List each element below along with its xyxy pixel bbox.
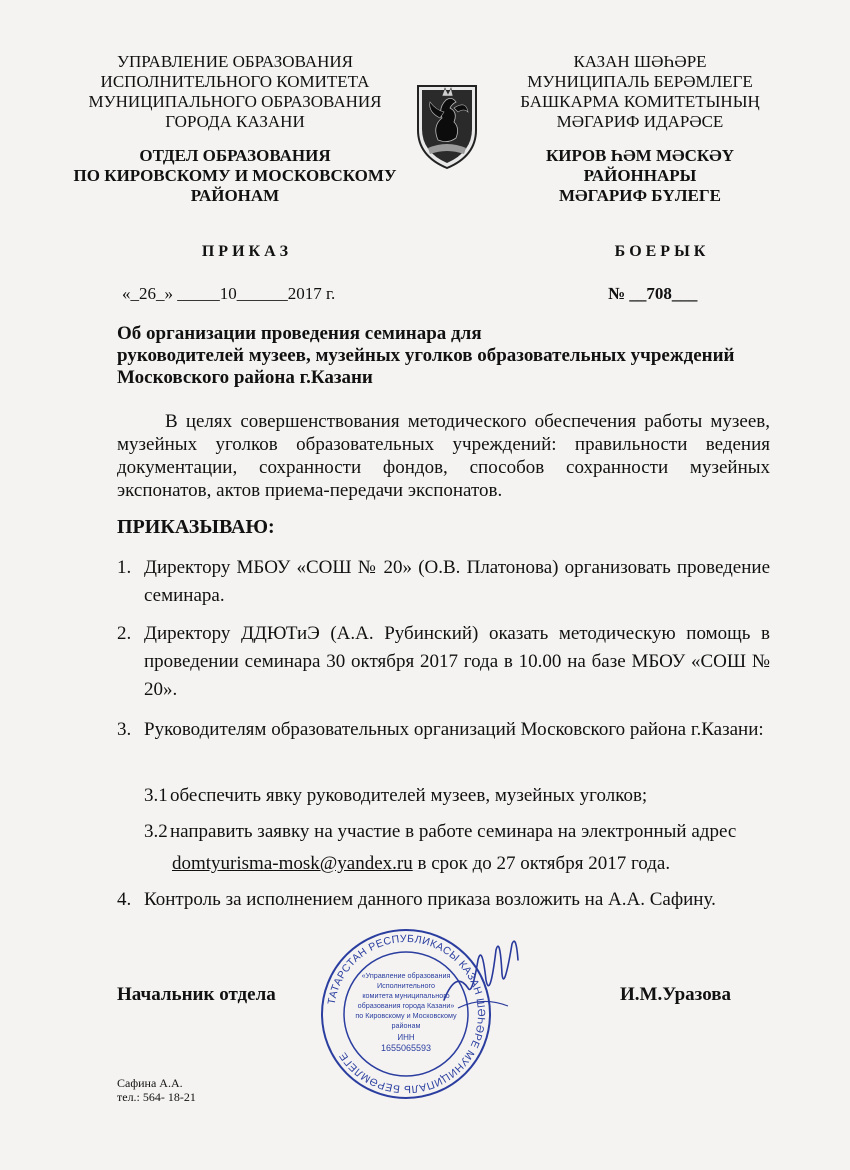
list-item-number: 4. — [117, 889, 132, 910]
date-line: «_26_» _____10______2017 г. — [122, 284, 336, 303]
header-left-dept-line: ОТДЕЛ ОБРАЗОВАНИЯ — [139, 146, 331, 165]
header-left-line: МУНИЦИПАЛЬНОГО ОБРАЗОВАНИЯ — [88, 92, 382, 111]
email-deadline: в срок до 27 октября 2017 года. — [412, 853, 671, 874]
header-left-line: УПРАВЛЕНИЕ ОБРАЗОВАНИЯ — [116, 52, 354, 71]
stamp-inner-line: образования города Казани» — [357, 1001, 455, 1010]
header-right-dept-line: РАЙОННАРЫ — [583, 166, 697, 185]
doc-type-ru: П Р И К А З — [201, 243, 289, 260]
list-item-text: направить заявку на участие в работе семинара на электронный адрес — [170, 821, 737, 842]
list-item — [144, 818, 770, 846]
list-item-number: 3.1 — [144, 785, 168, 806]
email-link[interactable]: domtyurisma-mosk@yandex.ru — [172, 853, 413, 874]
order-heading: ПРИКАЗЫВАЮ: — [117, 516, 275, 538]
order-title-line: руководителей музеев, музейных уголков образовательных учреждений — [117, 345, 735, 366]
list-item — [117, 620, 770, 704]
intro-paragraph: В целях совершенствования методического обеспечения работы музеев, музейных уголков образовательных учреждений: правильности ведения документации, сохранности фондов, способов сохранности музейных экспонатов, актов приема-передачи экспонатов. — [117, 411, 770, 501]
header-left-dept-line: ПО КИРОВСКОМУ И МОСКОВСКОМУ — [73, 166, 397, 185]
signatory-position: Начальник отдела — [117, 984, 276, 1005]
list-item — [117, 886, 770, 914]
stamp-inner-line: «Управление образования — [361, 971, 451, 980]
stamp-inner-line: Исполнительного — [376, 981, 436, 990]
header-left-line: ИСПОЛНИТЕЛЬНОГО КОМИТЕТА — [100, 72, 370, 91]
list-item-text: Директору ДДЮТиЭ (А.А. Рубинский) оказать методическую помощь в проведении семинара 30 октября 2017 года в 10.00 на базе МБОУ «СОШ № 20». — [144, 623, 770, 700]
list-item — [117, 716, 770, 744]
email-line — [172, 850, 770, 878]
signatory-name: И.М.Уразова — [620, 984, 731, 1005]
stamp-inn: 1655065593 — [380, 1043, 432, 1053]
stamp-inner-line: комитета муниципального — [362, 991, 450, 1000]
order-title — [117, 323, 797, 389]
header-left-dept — [60, 146, 410, 206]
header-right-line: БАШКАРМА КОМИТЕТЫНЫҢ — [520, 92, 760, 111]
stamp-inn-label: ИНН — [397, 1033, 415, 1042]
stamp-inner-line: районам — [391, 1021, 421, 1030]
list-item-number: 3. — [117, 719, 132, 740]
header-right-dept-line: КИРОВ ҺӘМ МӘСКӘҮ — [545, 146, 735, 165]
stamp-inner-line: по Кировскому и Московскому — [355, 1011, 457, 1020]
number-line: № __708___ — [608, 284, 698, 303]
list-item-number: 3.2 — [144, 821, 168, 842]
list-item-text: Руководителям образовательных организаций Московского района г.Казани: — [144, 719, 764, 740]
header-left-line: ГОРОДА КАЗАНИ — [165, 112, 305, 131]
header-left-dept-line: РАЙОНАМ — [190, 186, 280, 205]
list-item — [117, 554, 770, 610]
header-right-dept-line: МӘГАРИФ БҮЛЕГЕ — [559, 186, 721, 205]
header-right-line: МӘГАРИФ ИДАРӘСЕ — [556, 112, 724, 131]
executor: Сафина А.А. — [117, 1076, 183, 1090]
executor-phone: тел.: 564- 18-21 — [117, 1090, 196, 1104]
list-item-text: Директору МБОУ «СОШ № 20» (О.В. Платонова) организовать проведение семинара. — [144, 557, 770, 606]
kazan-dragon-coat-of-arms-icon — [414, 82, 480, 170]
list-item-text: обеспечить явку руководителей музеев, музейных уголков; — [170, 785, 648, 806]
header-left-org — [70, 52, 400, 132]
header-right-org — [490, 52, 790, 132]
order-title-line: Московского района г.Казани — [117, 367, 373, 388]
handwritten-signature — [438, 930, 528, 1020]
list-item-number: 1. — [117, 557, 132, 578]
order-title-line: Об организации проведения семинара для — [117, 323, 482, 344]
header-right-line: МУНИЦИПАЛЬ БЕРӘМЛЕГЕ — [527, 72, 753, 91]
stamp-ring-text: ТАТАРСТАН РЕСПУБЛИКАСЫ КАЗАН ШӘҺӘРЕ МУНИЦИПАЛЬ БЕРӘМЛЕГЕ — [325, 932, 488, 1096]
list-item — [144, 782, 770, 810]
list-item-number: 2. — [117, 623, 132, 644]
header-right-line: КАЗАН ШӘҺӘРЕ — [573, 52, 707, 71]
list-item-text: Контроль за исполнением данного приказа возложить на А.А. Сафину. — [144, 889, 716, 910]
header-right-dept — [490, 146, 790, 206]
doc-type-tt: Б О Е Р Ы К — [614, 243, 706, 260]
